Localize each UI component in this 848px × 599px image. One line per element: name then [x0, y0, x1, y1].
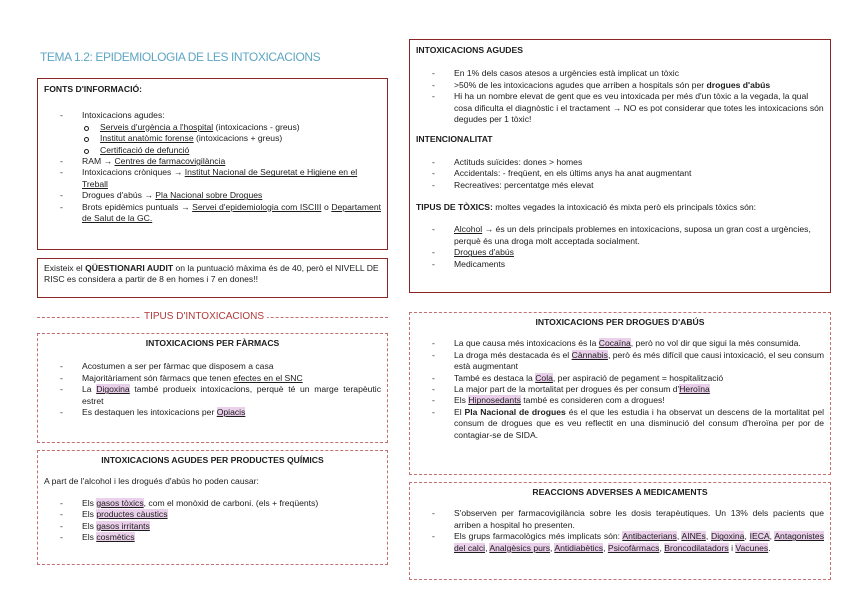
list-item: - Actituds suïcides: dones > homes	[416, 157, 824, 168]
link[interactable]: Serveis d'urgència a l'hospital	[100, 121, 214, 132]
link[interactable]: Departament de Salut de la GC.	[82, 201, 381, 224]
link[interactable]: Pla Nacional sobre Drogues	[155, 190, 263, 201]
list-item: - RAM → Centres de farmacovigilància	[44, 156, 381, 167]
drogues-heading: INTOXICACIONS PER DROGUES D'ABÚS	[535, 317, 705, 327]
link[interactable]: Alcohol	[454, 224, 483, 235]
list-item: - >50% de les intoxicacions agudes que arriben a hospitals són per drogues d'abús	[416, 80, 824, 91]
drogues-box	[409, 312, 831, 475]
list-item: - El Pla Nacional de drogues és el que les estudia i ha observat un descens de la mortalitat pel consum de drogues que es veu reflectit en una disminució del consum d'heroïna per por de contagiar-se de SIDA.	[416, 407, 824, 441]
list-item: - S'observen per farmacovigilància sobre les dosis terapèutiques. Un 13% dels pacients que arriben a hospital ho presenten.	[416, 508, 824, 531]
tipus-toxics-line: TIPUS DE TÒXICS: moltes vegades la intoxicació és mixta però els principals tòxics són:	[416, 202, 757, 213]
list-item: - Intoxicacions agudes: Serveis d'urgència a l'hospital (intoxicacions - greus) Institut anatòmic forense (intoxicacions + greus) Certificació de defunció	[44, 110, 381, 156]
list-item: - Alcohol → és un dels principals problemes en intoxicacions, suposa un gran cost a urgències, perquè és una droga molt acceptada socialment.	[416, 224, 824, 247]
intencionalitat-heading: INTENCIONALITAT	[416, 134, 493, 145]
link[interactable]: Centres de farmacovigilància	[114, 156, 226, 167]
list-item: - Recreatives: percentatge més elevat	[416, 180, 824, 191]
list-item: - Els Hipnosedants també es consideren com a drogues!	[416, 395, 824, 406]
list-item: - Els cosmètics	[44, 532, 381, 543]
agudes-heading: INTOXICACIONS AGUDES	[416, 45, 523, 55]
list-item: - Els gasos tòxics, com el monòxid de carboni. (els + freqüents)	[44, 498, 381, 509]
list-item: - Acostumen a ser per fàrmac que disposem a casa	[44, 361, 381, 372]
list-item: - Els productes càustics	[44, 509, 381, 520]
link[interactable]: Drogues d'abús	[454, 247, 514, 258]
list-item: - La droga més destacada és el Cànnabis, però és més difícil que causi intoxicació, el seu consum està augmentant	[416, 350, 824, 373]
fonts-heading: FONTS D'INFORMACIÓ:	[44, 84, 143, 94]
list-item: - La Digoxina també produeix intoxicacions, perquè té un marge terapèutic estret	[44, 384, 381, 407]
list-item: - La que causa més intoxicacions és la Cocaïna, però no vol dir que sigui la més consumida.	[416, 338, 824, 349]
list-item: - Els gasos irritants	[44, 521, 381, 532]
quimics-intro: A part de l'alcohol i les drogués d'abús ho poden causar:	[44, 476, 259, 487]
agudes-box	[409, 39, 831, 293]
page-title: TEMA 1.2: EPIDEMIOLOGIA DE LES INTOXICACIONS	[40, 50, 321, 64]
quimics-heading: INTOXICACIONS AGUDES PER PRODUCTES QUÍMICS	[101, 455, 324, 465]
link[interactable]: efectes en el SNC	[233, 372, 303, 383]
list-item: - Majoritàriament són fàrmacs que tenen efectes en el SNC	[44, 373, 381, 384]
list-item	[44, 145, 381, 156]
quimics-box	[37, 450, 388, 565]
section-divider-label: TIPUS D'INTOXICACIONS	[141, 310, 267, 324]
link[interactable]: Institut Nacional de Seguretat e Higiene en el Treball	[82, 167, 358, 189]
fonts-list	[44, 110, 381, 224]
list-item: - La major part de la mortalitat per drogues és per consum d'Heroïna	[416, 384, 824, 395]
list-item	[416, 247, 824, 258]
fonts-box	[37, 78, 388, 250]
farmacs-box	[37, 333, 388, 443]
list-item: Serveis d'urgència a l'hospital (intoxicacions - greus)	[44, 122, 381, 133]
list-item: - Es destaquen les intoxicacions per Opiacis	[44, 407, 381, 418]
list-item: - Medicaments	[416, 259, 824, 270]
list-item: - Accidentals: - freqüent, en els últims anys ha anat augmentant	[416, 168, 824, 179]
farmacs-heading: INTOXICACIONS PER FÀRMACS	[145, 338, 280, 348]
link[interactable]: Institut anatòmic forense	[100, 133, 194, 144]
list-item: - En 1% dels casos atesos a urgències està implicat un tòxic	[416, 68, 824, 79]
section-divider	[37, 310, 388, 324]
audit-box: Existeix el QÜESTIONARI AUDIT on la puntuació màxima és de 40, però el NIVELL DE RISC es considera a partir de 8 en homes i 7 en dones!!	[37, 258, 388, 298]
list-item: - Els grups farmacològics més implicats són: Antibacterians, AINEs, Digoxina, IECA, Antagonistes del calci, Analgèsics purs, Antidiabètics, Psicofàrmacs, Broncodilatadors i Vacunes.	[416, 531, 824, 554]
reaccions-box	[409, 482, 831, 580]
link[interactable]: Certificació de defunció	[100, 144, 190, 155]
list-item: - Brots epidèmics puntuals → Servei d'epidemiologia com ISCIII o Departament de Salut de la GC.	[44, 202, 381, 225]
list-item: Institut anatòmic forense (intoxicacions + greus)	[44, 133, 381, 144]
list-item: - Intoxicacions cròniques → Institut Nacional de Seguretat e Higiene en el Treball	[44, 167, 381, 190]
link[interactable]: Servei d'epidemiologia com ISCIII	[192, 201, 322, 212]
list-item: - També es destaca la Cola, per aspiració de pegament = hospitalització	[416, 373, 824, 384]
list-item: - Hi ha un nombre elevat de gent que es veu intoxicada per més d'un tòxic a la vegada, la qual cosa dificulta el diagnòstic i el tractament → NO es pot considerar que totes les intoxicacions són degudes per 1 tòxic!	[416, 91, 824, 125]
list-item: - Drogues d'abús → Pla Nacional sobre Drogues	[44, 190, 381, 201]
reaccions-heading: REACCIONS ADVERSES A MEDICAMENTS	[532, 487, 708, 497]
